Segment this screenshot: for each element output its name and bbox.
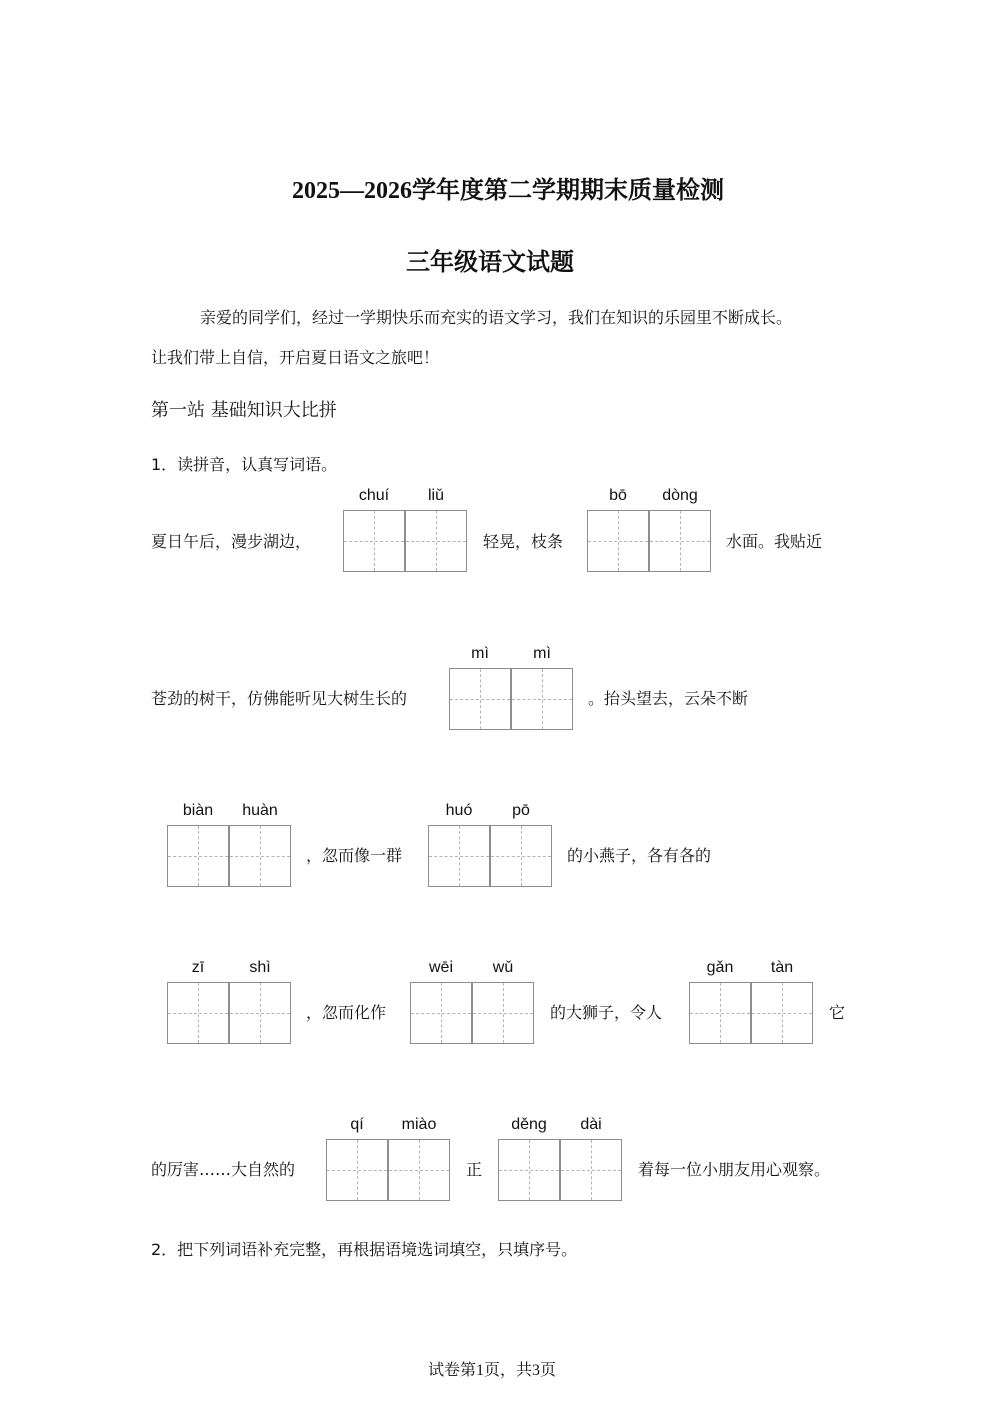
passage-text: 正 — [466, 1160, 483, 1179]
writing-grid-box[interactable] — [343, 510, 405, 572]
pinyin-label: tàn — [770, 959, 794, 976]
writing-grid-box[interactable] — [560, 1139, 622, 1201]
passage-text: 着每一位小朋友用心观察。 — [638, 1160, 831, 1179]
pinyin-label: chuí — [358, 487, 390, 504]
writing-grid-box[interactable] — [229, 825, 291, 887]
pinyin-label: liǔ — [427, 487, 444, 504]
writing-grid-box[interactable] — [405, 510, 467, 572]
writing-grid-box[interactable] — [511, 668, 573, 730]
exam-title: 2025—2026学年度第二学期期末质量检测 — [292, 178, 724, 204]
passage-text: 的小燕子，各有各的 — [567, 846, 712, 865]
pinyin-label: dòng — [662, 487, 698, 504]
writing-grid-box[interactable] — [326, 1139, 388, 1201]
section-heading: 第一站 基础知识大比拼 — [151, 400, 337, 421]
page-number: 试卷第1页，共3页 — [428, 1362, 557, 1379]
writing-grid-box[interactable] — [428, 825, 490, 887]
pinyin-label: huó — [445, 802, 473, 819]
pinyin-label: biàn — [182, 802, 214, 819]
pinyin-label: bō — [609, 487, 627, 504]
intro-line-1: 亲爱的同学们，经过一学期快乐而充实的语文学习，我们在知识的乐园里不断成长。 — [200, 308, 793, 327]
pinyin-label: mì — [533, 645, 551, 662]
writing-grid-box[interactable] — [449, 668, 511, 730]
question-2-prompt: 2．把下列词语补充完整，再根据语境选词填空，只填序号。 — [151, 1240, 578, 1259]
pinyin-label: miào — [401, 1116, 437, 1133]
passage-text: 苍劲的树干，仿佛能听见大树生长的 — [151, 689, 408, 708]
pinyin-label: děng — [511, 1116, 547, 1133]
passage-text: 水面。我贴近 — [726, 532, 823, 551]
pinyin-label: dài — [580, 1116, 602, 1133]
intro-line-2: 让我们带上自信，开启夏日语文之旅吧！ — [151, 348, 440, 367]
passage-text: 夏日午后，漫步湖边， — [151, 532, 312, 551]
pinyin-label: shì — [249, 959, 271, 976]
passage-text: 的厉害……大自然的 — [151, 1160, 296, 1179]
writing-grid-box[interactable] — [490, 825, 552, 887]
writing-grid-box[interactable] — [229, 982, 291, 1044]
pinyin-label: wǔ — [492, 959, 514, 976]
writing-grid-box[interactable] — [751, 982, 813, 1044]
exam-subtitle: 三年级语文试题 — [406, 250, 574, 276]
pinyin-label: wēi — [428, 959, 453, 976]
pinyin-label: zī — [191, 959, 205, 976]
writing-grid-box[interactable] — [498, 1139, 560, 1201]
passage-text: 轻晃，枝条 — [483, 532, 564, 551]
passage-text: 它 — [829, 1003, 846, 1022]
question-1-prompt: 1．读拼音，认真写词语。 — [151, 455, 338, 474]
writing-grid-box[interactable] — [167, 982, 229, 1044]
writing-grid-box[interactable] — [388, 1139, 450, 1201]
writing-grid-box[interactable] — [649, 510, 711, 572]
writing-grid-box[interactable] — [472, 982, 534, 1044]
writing-grid-box[interactable] — [587, 510, 649, 572]
pinyin-label: huàn — [242, 802, 278, 819]
passage-text: 。抬头望去，云朵不断 — [588, 689, 749, 708]
pinyin-label: mì — [471, 645, 489, 662]
pinyin-label: qí — [350, 1116, 364, 1133]
writing-grid-box[interactable] — [167, 825, 229, 887]
passage-text: ，忽而化作 — [306, 1003, 387, 1022]
pinyin-label: pō — [512, 802, 530, 819]
writing-grid-box[interactable] — [410, 982, 472, 1044]
pinyin-label: gǎn — [706, 959, 734, 976]
writing-grid-box[interactable] — [689, 982, 751, 1044]
passage-text: 的大狮子，令人 — [550, 1003, 663, 1022]
passage-text: ，忽而像一群 — [306, 846, 403, 865]
